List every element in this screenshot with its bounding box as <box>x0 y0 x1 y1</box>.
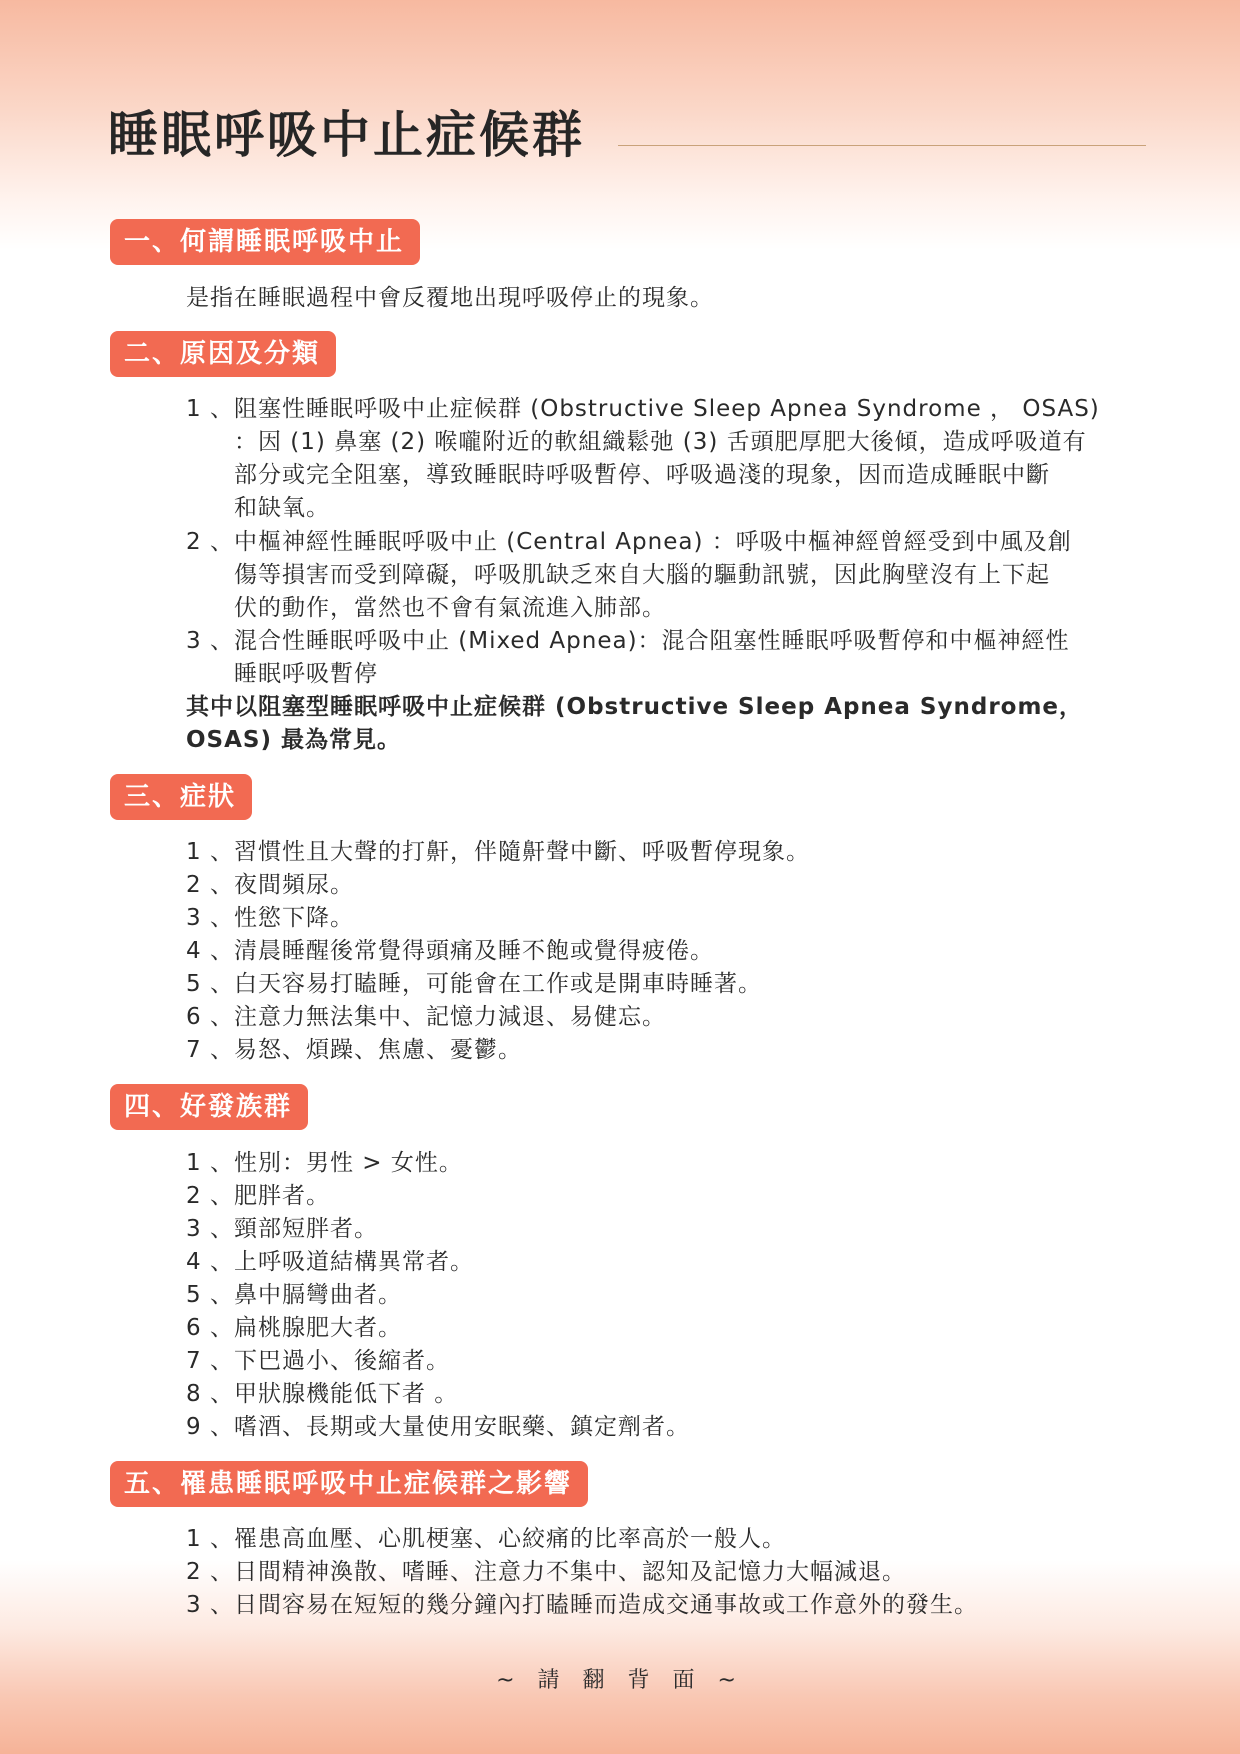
list-item: 5 、白天容易打瞌睡，可能會在工作或是開車時睡著。 <box>186 971 762 997</box>
cause-item-2-line-2: 傷等損害而受到障礙，呼吸肌缺乏來自大腦的驅動訊號，因此胸壁沒有上下起 <box>234 562 1050 588</box>
title-row <box>108 100 1146 170</box>
cause-item-1-line-4: 和缺氧。 <box>234 495 330 521</box>
section-heading-causes: 二、原因及分類 <box>110 331 336 377</box>
cause-item-3-line-1: 3 、混合性睡眠呼吸中止 (Mixed Apnea)：混合阻塞性睡眠呼吸暫停和中樞神經性 <box>186 628 1070 654</box>
cause-item-1-line-1: 1 、阻塞性睡眠呼吸中止症候群 (Obstructive Sleep Apnea Syndrome ， OSAS) <box>186 396 1100 422</box>
list-item: 1 、罹患高血壓、心肌梗塞、心絞痛的比率高於一般人。 <box>186 1526 786 1552</box>
cause-item-1-line-2: ：因 (1) 鼻塞 (2) 喉嚨附近的軟組織鬆弛 (3) 舌頭肥厚肥大後傾，造成呼吸道有 <box>234 429 1087 455</box>
list-item: 3 、頸部短胖者。 <box>186 1216 378 1242</box>
list-item: 6 、扁桃腺肥大者。 <box>186 1315 402 1341</box>
cause-item-2-line-3: 伏的動作，當然也不會有氣流進入肺部。 <box>234 595 666 621</box>
list-item: 2 、日間精神渙散、嗜睡、注意力不集中、認知及記憶力大幅減退。 <box>186 1559 906 1585</box>
list-item: 4 、上呼吸道結構異常者。 <box>186 1249 474 1275</box>
cause-item-1-line-3: 部分或完全阻塞，導致睡眠時呼吸暫停、呼吸過淺的現象，因而造成睡眠中斷 <box>234 462 1050 488</box>
list-item: 1 、性別：男性 > 女性。 <box>186 1150 463 1176</box>
page-turn-note: ~ 請 翻 背 面 ~ <box>496 1668 744 1693</box>
list-item: 1 、習慣性且大聲的打鼾，伴隨鼾聲中斷、呼吸暫停現象。 <box>186 839 810 865</box>
definition-text: 是指在睡眠過程中會反覆地出現呼吸停止的現象。 <box>186 285 714 311</box>
title-divider <box>618 145 1146 146</box>
cause-item-3-line-2: 睡眠呼吸暫停 <box>234 661 378 687</box>
cause-item-2-line-1: 2 、中樞神經性睡眠呼吸中止 (Central Apnea) ：呼吸中樞神經曾經受到中風及創 <box>186 529 1072 555</box>
page-title: 睡眠呼吸中止症候群 <box>108 106 585 164</box>
list-item: 2 、肥胖者。 <box>186 1183 330 1209</box>
list-item: 4 、清晨睡醒後常覺得頭痛及睡不飽或覺得疲倦。 <box>186 938 714 964</box>
list-item: 6 、注意力無法集中、記憶力減退、易健忘。 <box>186 1004 666 1030</box>
list-item: 8 、甲狀腺機能低下者 。 <box>186 1381 459 1407</box>
section-heading-symptoms: 三、症狀 <box>110 774 252 820</box>
list-item: 7 、下巴過小、後縮者。 <box>186 1348 450 1374</box>
list-item: 3 、日間容易在短短的幾分鐘內打瞌睡而造成交通事故或工作意外的發生。 <box>186 1592 978 1618</box>
list-item: 5 、鼻中膈彎曲者。 <box>186 1282 402 1308</box>
causes-conclusion-line-2: OSAS) 最為常見。 <box>186 727 402 753</box>
section-heading-risk-groups: 四、好發族群 <box>110 1084 308 1130</box>
section-heading-definition: 一、何謂睡眠呼吸中止 <box>110 219 420 265</box>
list-item: 7 、易怒、煩躁、焦慮、憂鬱。 <box>186 1037 522 1063</box>
causes-conclusion-line-1: 其中以阻塞型睡眠呼吸中止症候群 (Obstructive Sleep Apnea Syndrome， <box>186 694 1084 720</box>
list-item: 3 、性慾下降。 <box>186 905 354 931</box>
section-heading-effects: 五、罹患睡眠呼吸中止症候群之影響 <box>110 1461 588 1507</box>
list-item: 9 、嗜酒、長期或大量使用安眠藥、鎮定劑者。 <box>186 1414 690 1440</box>
list-item: 2 、夜間頻尿。 <box>186 872 354 898</box>
